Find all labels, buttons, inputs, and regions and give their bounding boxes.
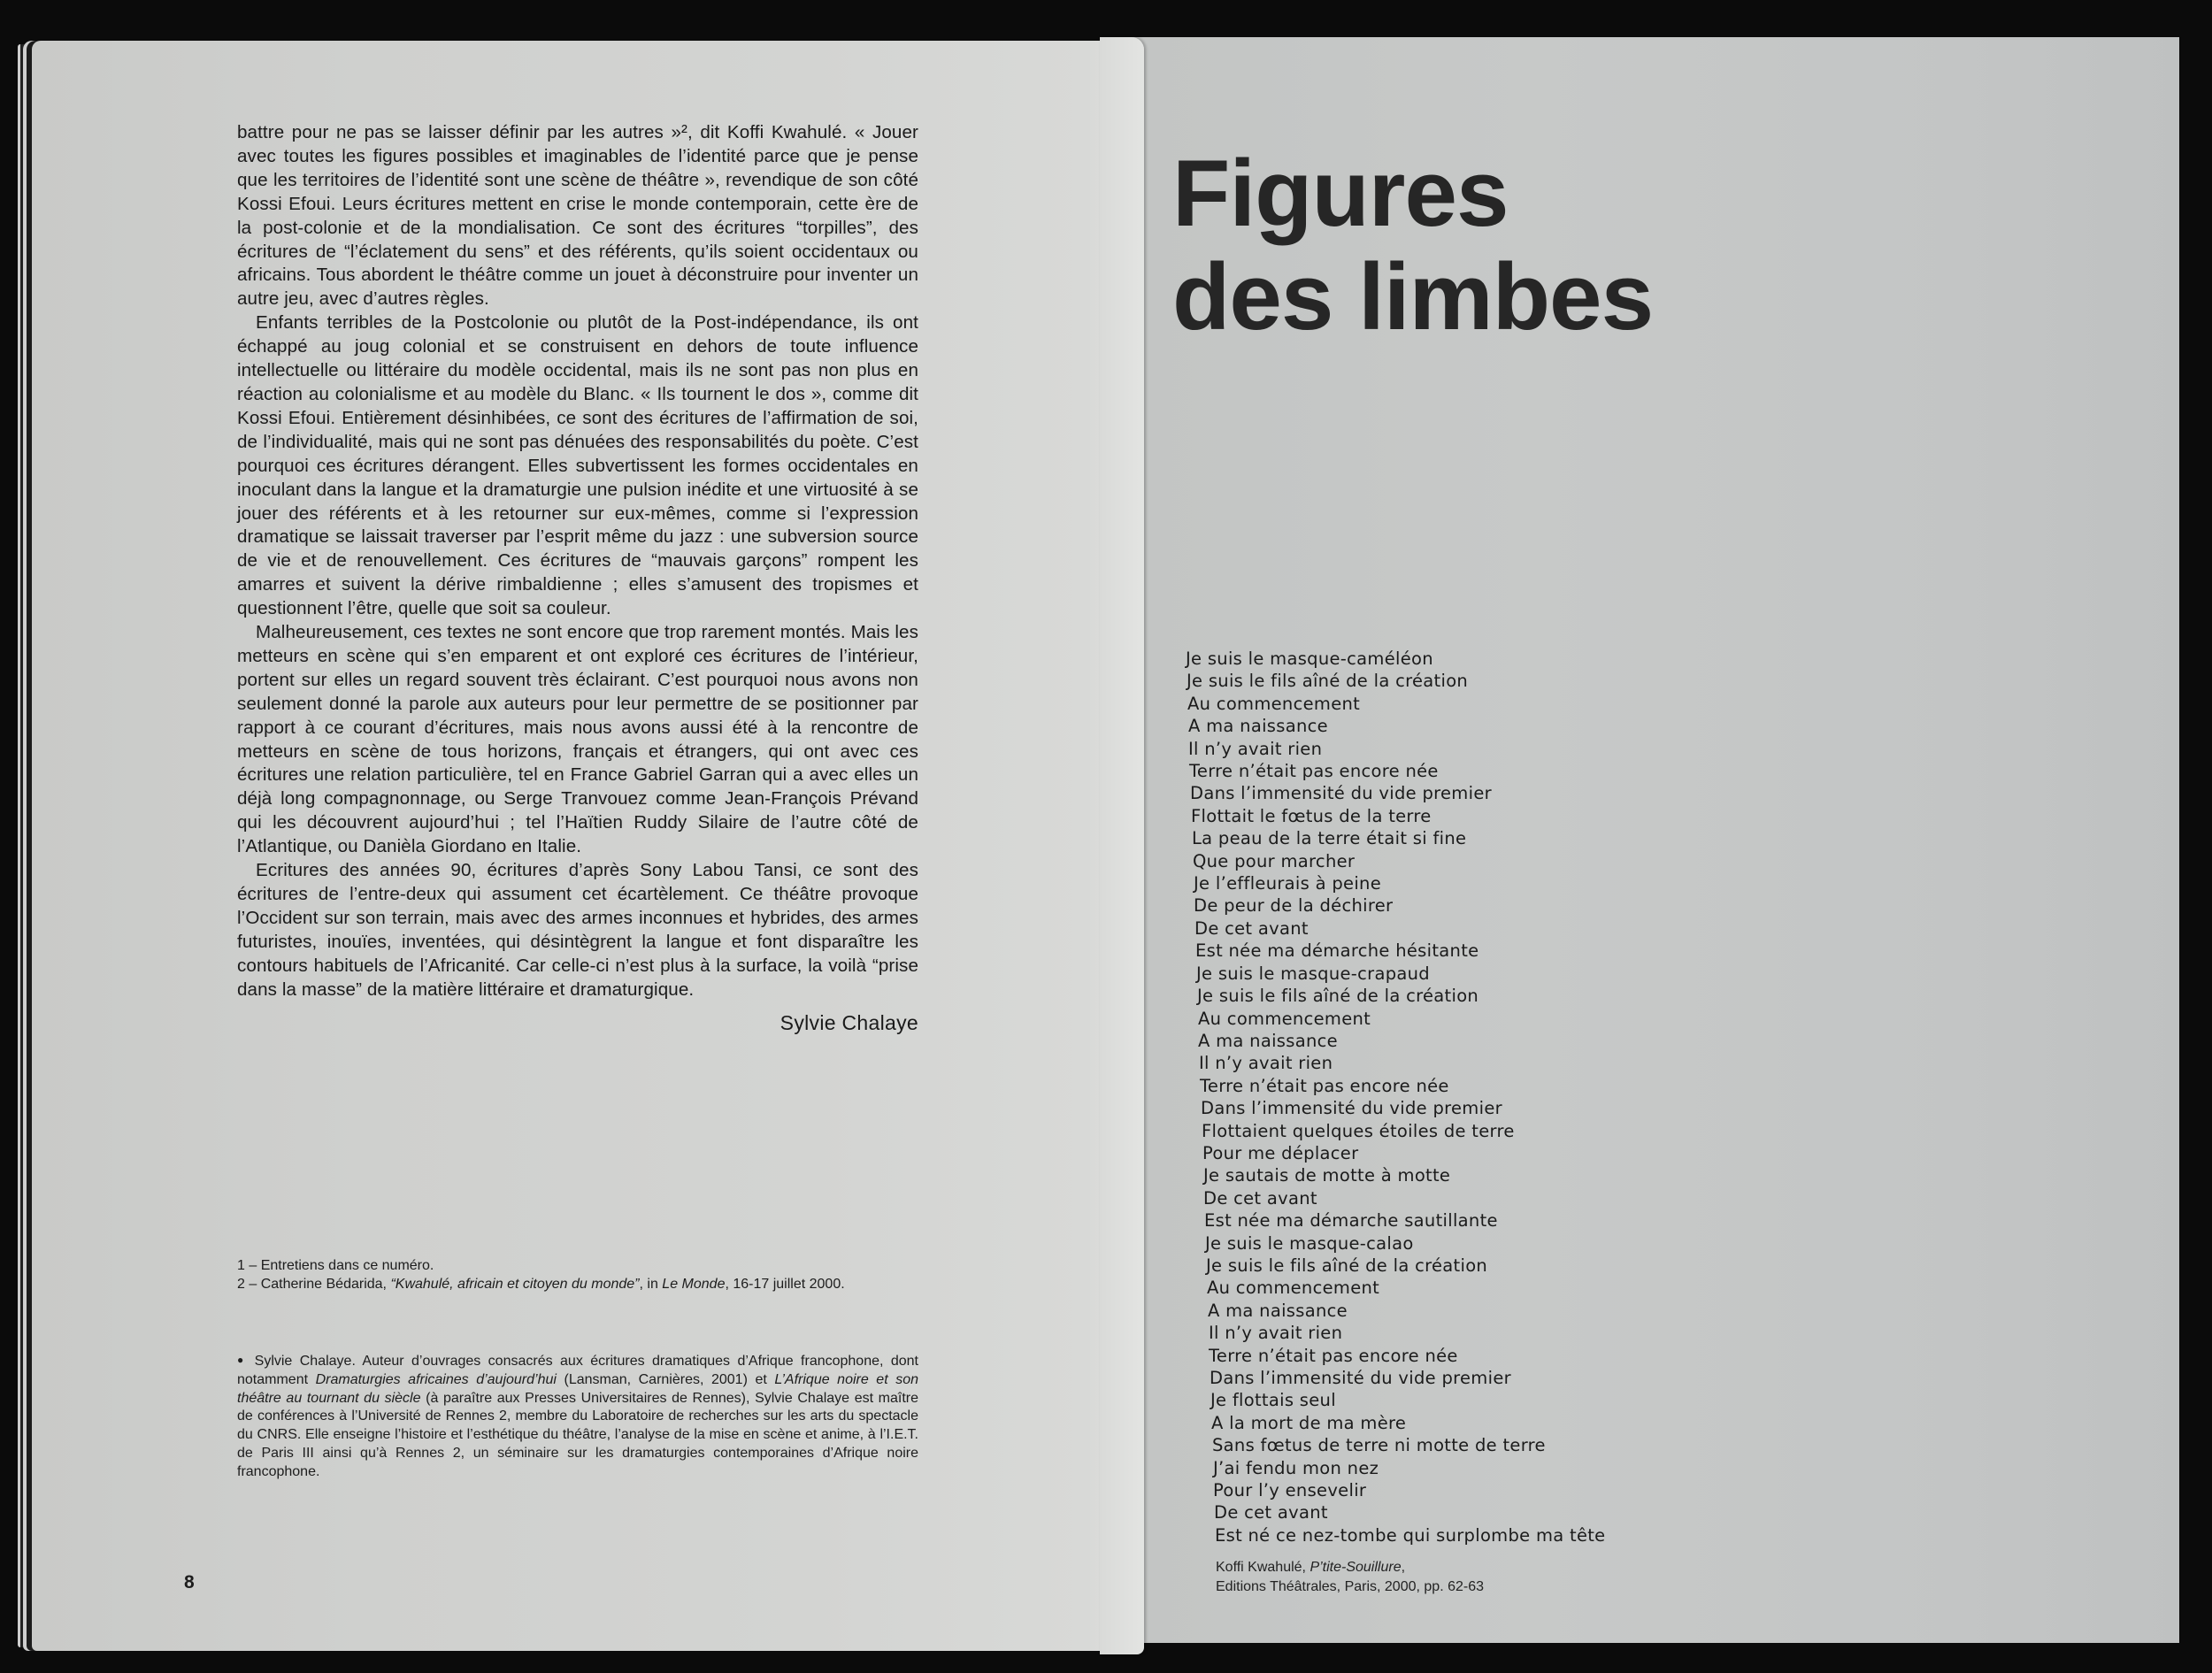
bio-text: Sylvie Chalaye. Auteur d’ouvrages consacrés aux écritures dramatiques d’Afrique francophone, dont notamment xyxy=(237,1354,919,1387)
book-title: Dramaturgies africaines d’aujourd’hui xyxy=(315,1371,557,1387)
poem-line: Je suis le fils aîné de la création xyxy=(1187,671,1469,692)
citation-line-1 xyxy=(1216,1558,1484,1577)
poem-line: Je suis le masque-caméléon xyxy=(1186,648,1433,669)
footnote-article-title: “Kwahulé, africain et citoyen du monde” xyxy=(390,1276,640,1292)
book-title: L’Afrique noire et son théâtre au tournant du siècle xyxy=(237,1371,918,1406)
poem-line: Je l’effleurais à peine xyxy=(1194,873,1382,894)
poem-line: Dans l’immensité du vide premier xyxy=(1201,1098,1502,1119)
poem-line: A ma naissance xyxy=(1208,1300,1348,1321)
citation-punct: , xyxy=(1401,1560,1406,1575)
paragraph: Malheureusement, ces textes ne sont encore que trop rarement montés. Mais les metteurs en scène qui s’en emparent et ont exploré ces écritures de l’intérieur, portent sur elles un regard souvent très éclairant. C’est pourquoi nous avons non seulement donné la parole aux auteurs pour leur permettre de se positionner par rapport à ce courant d’écritures, mais nous avons aussi été à la rencontre de metteurs en scène de tous horizons, français et étrangers, qui ont avec ces écritures une relation particulière, tel en France Gabriel Garran qui a avec elles un déjà long compagnonnage, ou Serge Tranvouez comme Jean-François Prévand qui les découvrent aujourd’hui ; tel l’Haïtien Ruddy Silaire de l’autre côté de l’Atlantique, ou Danièla Giordano en Italie. xyxy=(237,622,918,857)
citation-author: Koffi Kwahulé, xyxy=(1216,1560,1310,1575)
poem-line: Je suis le fils aîné de la création xyxy=(1197,986,1479,1007)
title-line-2: des limbes xyxy=(1172,243,1654,349)
poem-line: Est née ma démarche sautillante xyxy=(1204,1210,1498,1232)
poem-line: Pour me déplacer xyxy=(1202,1142,1359,1163)
poem xyxy=(1186,648,1805,1546)
poem-line: Au commencement xyxy=(1187,693,1361,714)
citation-line-2: Editions Théâtrales, Paris, 2000, pp. 62-63 xyxy=(1216,1579,1484,1594)
poem-line: A ma naissance xyxy=(1188,716,1328,737)
poem-line: De cet avant xyxy=(1214,1502,1328,1523)
poem-line: De peur de la déchirer xyxy=(1194,895,1394,917)
poem-line: La peau de la terre était si fine xyxy=(1192,828,1467,849)
poem-line: Au commencement xyxy=(1207,1278,1380,1299)
article-body xyxy=(237,121,918,1034)
poem-line: Je suis le masque-crapaud xyxy=(1196,963,1430,984)
paragraph: Enfants terribles de la Postcolonie ou plutôt de la Post-indépendance, ils ont échappé au joug colonial et se construisent en dehors de toute influence intellectuelle ou littéraire du modèle occidental, mais ils ne sont pas non plus en réaction au colonialisme et au modèle du Blanc. « Ils tournent le dos », comme dit Kossi Efoui. Entièrement désinhibées, ce sont des écritures de l’affirmation de soi, de l’individualité, mais qui ne sont pas dénuées des responsabilités du poète. C’est pourquoi ces écritures dérangent. Elles subvertissent les formes occidentales en inoculant dans la langue et la dramaturgie une pulsion inédite et une virtuosité à se jouer des référents et à les retourner sur eux-mêmes, comme si l’expression dramatique se laissait traverser par l’esprit même du jazz : une subversion source de vie et de renouvellement. Ces écritures de “mauvais garçons” rompent les amarres et suivent la dérive rimbaldienne ; elles s’amusent des tropismes et questionnent l’être, quelle que soit sa couleur. xyxy=(237,312,918,619)
poem-line: Flottait le fœtus de la terre xyxy=(1191,805,1432,826)
bio-text: (à paraître aux Presses Universitaires de Rennes), Sylvie Chalaye est maître de conférences à l’Université de Rennes 2, membre du Laboratoire de recherches sur les arts du spectacle du CNRS. Elle enseigne l’histoire et l’esthétique du théâtre, l’analyse de la mise en scène et anime, à l’I.E.T. de Paris III ainsi qu’à Rennes 2, un séminaire sur les dramaturgies contemporaines d’Afrique noire francophone. xyxy=(237,1390,919,1479)
author-bio xyxy=(237,1351,918,1482)
paragraph: Ecritures des années 90, écritures d’après Sony Labou Tansi, ce sont des écritures de l’entre-deux qui assument cet écartèlement. Ce théâtre provoque l’Occident sur son terrain, mais avec des armes inconnues et hybrides, des armes futuristes, inouïes, inventées, qui désintègrent la langue et font disparaître les contours habituels de l’Africanité. Car celle-ci n’est plus à la surface, la voilà “prise dans la masse” de la matière littéraire et dramaturgique. xyxy=(237,860,918,1000)
poem-line: Est né ce nez-tombe qui surplombe ma tête xyxy=(1215,1524,1606,1546)
poem-line: Terre n’était pas encore née xyxy=(1200,1075,1449,1096)
poem-line: Je suis le fils aîné de la création xyxy=(1206,1255,1488,1276)
poem-line: Sans fœtus de terre ni motte de terre xyxy=(1212,1435,1546,1456)
footnote-2 xyxy=(237,1276,918,1294)
poem-line: De cet avant xyxy=(1194,917,1309,939)
poem-line: Je suis le masque-calao xyxy=(1205,1232,1414,1254)
footnote-text: Entretiens dans ce numéro. xyxy=(260,1258,434,1273)
poem-line: Pour l’y ensevelir xyxy=(1213,1480,1367,1501)
poem-citation xyxy=(1216,1558,1484,1597)
poem-line: J’ai fendu mon nez xyxy=(1213,1457,1379,1478)
footnote-text: Catherine Bédarida, xyxy=(260,1276,391,1292)
footnote-publication: Le Monde xyxy=(662,1276,726,1292)
footnotes xyxy=(237,1257,918,1293)
poem-line: Il n’y avait rien xyxy=(1209,1323,1343,1344)
poem-line: Est née ma démarche hésitante xyxy=(1195,940,1479,962)
footnote-text: , 16-17 juillet 2000. xyxy=(725,1276,845,1292)
left-page-edge xyxy=(18,44,27,1647)
title-line-1: Figures xyxy=(1172,140,1509,246)
poem-line: A la mort de ma mère xyxy=(1211,1412,1407,1433)
poem-line: Terre n’était pas encore née xyxy=(1189,761,1439,782)
poem-line: Que pour marcher xyxy=(1193,850,1356,871)
paragraph: battre pour ne pas se laisser définir par les autres »², dit Koffi Kwahulé. « Jouer avec toutes les figures possibles et imaginables de l’identité parce que je pense que les territoires de l’identité sont une scène de théâtre », revendique de son côté Kossi Efoui. Leurs écritures mettent en crise le monde contemporain, cette ère de la post-colonie et de la mondialisation. Ce sont des écritures “torpilles”, des écritures de “l’éclatement du sens” et des référents, qu’ils soient occidentaux ou africains. Tous abordent le théâtre comme un jouet à déconstruire pour inventer un autre jeu, avec d’autres règles. xyxy=(237,122,918,310)
bio-text: (Lansman, Carnières, 2001) et xyxy=(556,1371,775,1387)
poem-line: Dans l’immensité du vide premier xyxy=(1210,1368,1511,1388)
footnote-1 xyxy=(237,1257,918,1276)
poem-line: A ma naissance xyxy=(1198,1030,1338,1051)
poem-line: Il n’y avait rien xyxy=(1199,1053,1333,1074)
poem-line: Je sautais de motte à motte xyxy=(1203,1165,1451,1186)
citation-work: P’tite-Souillure xyxy=(1310,1560,1402,1575)
footnote-text: , in xyxy=(639,1276,663,1292)
page-title xyxy=(1172,142,1653,349)
page-number: 8 xyxy=(184,1572,195,1592)
poem-line: De cet avant xyxy=(1203,1187,1317,1209)
author-signature: Sylvie Chalaye xyxy=(780,1010,918,1034)
poem-line: Il n’y avait rien xyxy=(1188,738,1323,759)
poem-line: Flottaient quelques étoiles de terre xyxy=(1202,1120,1515,1141)
poem-line: Dans l’immensité du vide premier xyxy=(1190,783,1492,804)
poem-line: Je flottais seul xyxy=(1210,1390,1336,1411)
bullet-icon: ● xyxy=(237,1354,248,1366)
footnote-prefix: 1 – xyxy=(237,1258,261,1273)
poem-line: Au commencement xyxy=(1198,1008,1371,1029)
poem-line: Terre n’était pas encore née xyxy=(1209,1345,1458,1366)
page-gutter-edge xyxy=(1100,37,1144,1654)
footnote-prefix: 2 – xyxy=(237,1276,261,1292)
